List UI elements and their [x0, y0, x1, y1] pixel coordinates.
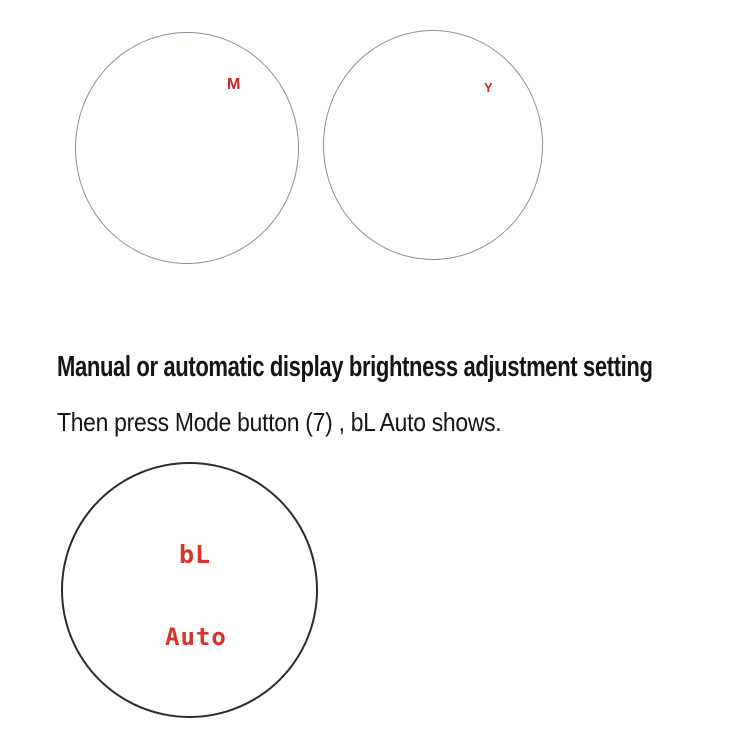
- section-heading: Manual or automatic display brightness adjustment setting: [57, 351, 653, 383]
- display-circle-m: [75, 32, 299, 264]
- indicator-m-label: M: [227, 76, 241, 93]
- indicator-y-label: Y: [484, 80, 493, 95]
- display-circle-bl-auto: [61, 462, 318, 718]
- instruction-text: Then press Mode button (7) , bL Auto shows.: [57, 407, 502, 437]
- digital-readout-bl: bL: [179, 540, 212, 569]
- digital-readout-auto: Auto: [165, 623, 227, 651]
- display-circle-y: [323, 30, 543, 260]
